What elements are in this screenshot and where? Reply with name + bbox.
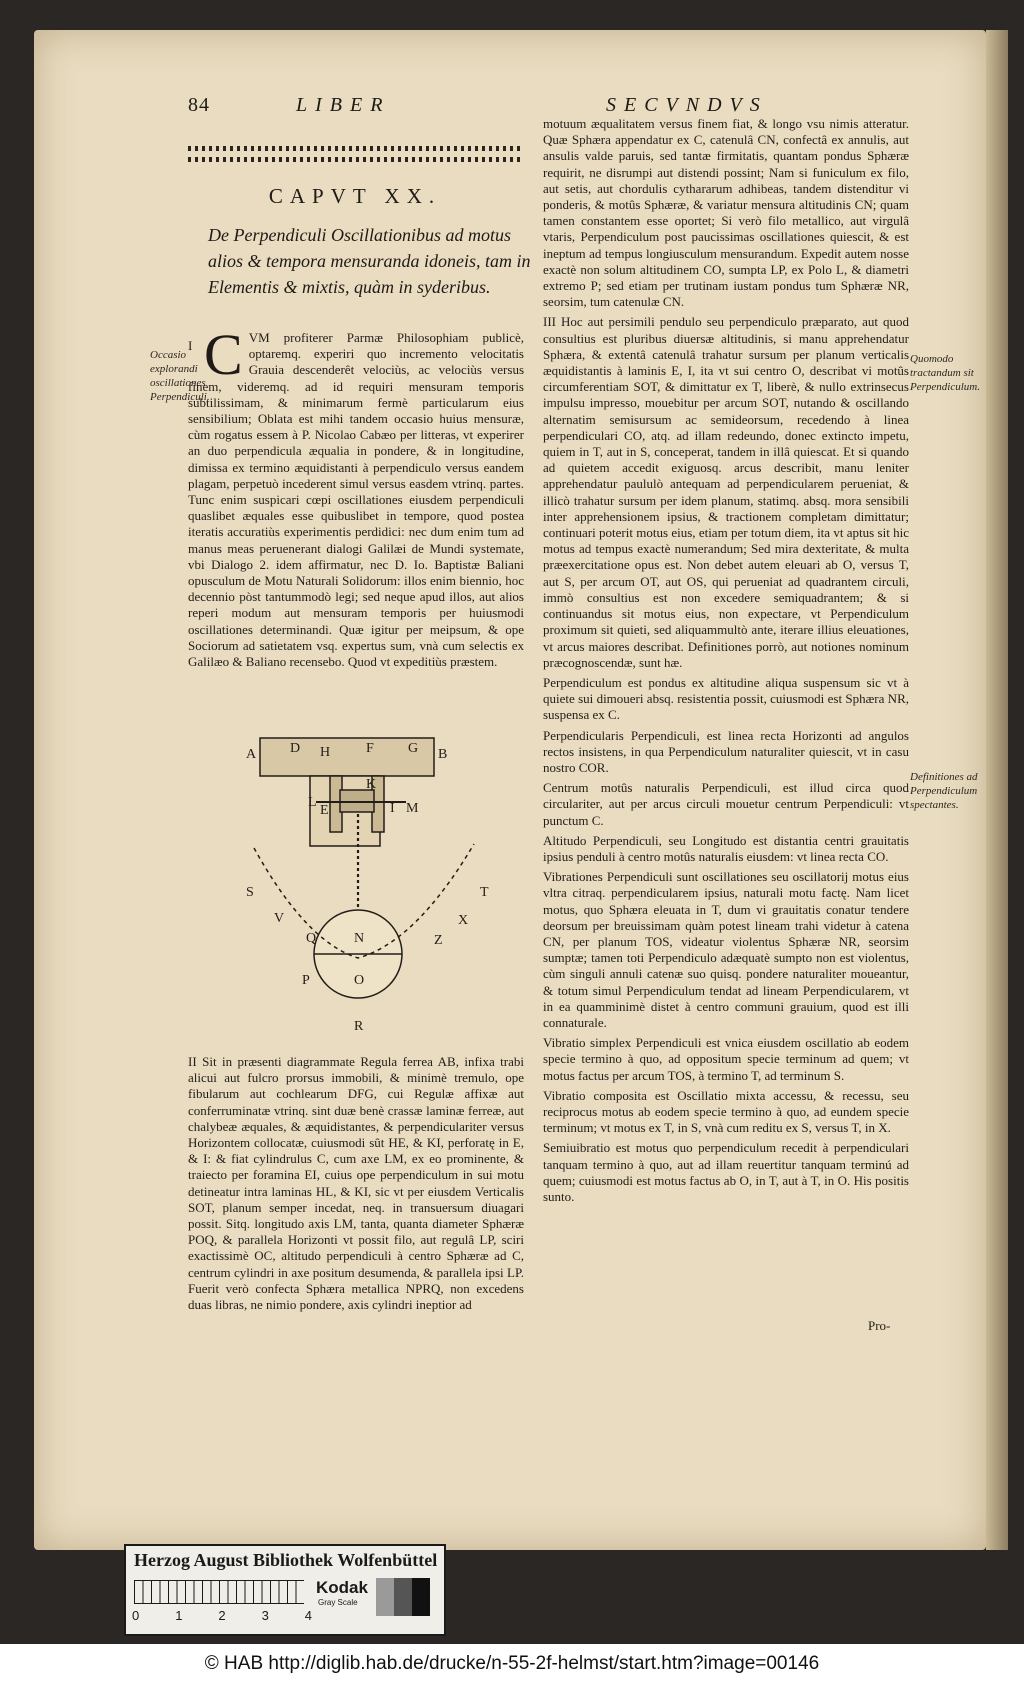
label-n: N	[354, 931, 365, 946]
left-column-upper	[188, 322, 524, 674]
label-d: D	[290, 741, 301, 756]
measuring-ruler	[134, 1580, 304, 1604]
label-q-left: Q	[306, 931, 317, 946]
def-altitudo: Altitudo Perpendiculi, seu Longitudo est distantia centri grauitatis ipsius penduli à centro motûs naturalis eiusdem: vt linea recta CO.	[543, 832, 909, 864]
def-simplex: Vibratio simplex Perpendiculi est vnica eiusdem oscillatio ab eodem specie termino à quo, ad oppositum specie terminum ad quem; vt motus factus per arcum TOS, à termino T, ad terminum S.	[543, 1035, 909, 1083]
running-title-left: LIBER	[296, 94, 391, 116]
ruler-tick: 0	[132, 1608, 140, 1623]
label-s: S	[246, 885, 254, 900]
catchword: Pro-	[868, 1318, 891, 1333]
label-p: P	[302, 973, 310, 988]
color-scale-target	[124, 1544, 446, 1636]
label-b: B	[438, 747, 448, 762]
label-a: A	[246, 747, 257, 762]
label-o: O	[354, 973, 365, 988]
first-paragraph-text: VM profiterer Parmæ Philosophiam publicè, optaremq. experiri quo incremento velocitatis Grauia descenderêt velociùs, ac velociùs versus finem, videremq. ad id requiri mensuram temporis subtilissimam, & minimarum fermè particularum eius sensibilium; Oblata est mihi tandem occasio huius mensuræ, cùm rogatus essem à P. Nicolao Cabæo per litteras, vt experirer an duo perpendicula æqualia in pondere, & in longitudine, dimissa ex termino æquidistanti à perpendiculo versus eandem plagam, perpetuò incederent simul versus easdem vtrinq. partes. Tunc enim suspicari cœpi oscillationes eiusdem perpendiculi quaslibet æquales esse quibuslibet in tempore, quod postea iteratis accuratiùs experimentis perdidici: nec dum enim tum ad manus meas peruenerant dialogi Galilæi de Mundi systemate, vbi Dialogo 2. idem affirmatur, nec D. Io. Baptistæ Baliani opusculum de Motu Naturali Solidorum: illos enim biennio, hoc decennio pòst tantummodò legi; sed neque apud illos, aut alios reperi modum aut mensuram temporis per huiusmodi oscillationes determinandi. Quæ igitur per meipsum, & ope Sociorum ad satietatem vsq. expertus sum, vnà cum selectis ex Galilæo & Baliano recensebo. Quod vt expeditiùs præstem.	[188, 330, 524, 670]
kodak-logo: Kodak	[316, 1578, 368, 1597]
def-perpendicularis: Perpendicularis Perpendiculi, est linea recta Horizonti ad angulos rectos insistens, in qua Perpendiculum naturaliter quiescit, vt in casu nostro COR.	[543, 727, 909, 775]
diagram-linework	[254, 738, 474, 998]
margin-note-left: Occasio explorandi oscillationes Perpendiculi.	[150, 349, 210, 403]
chapter-heading: CAPVT XX.	[268, 184, 442, 208]
gray-scale-label: Gray Scale	[318, 1598, 358, 1607]
left-column-lower	[188, 1054, 524, 1317]
first-paragraph	[188, 322, 524, 670]
label-l: L	[308, 795, 317, 810]
drop-capital: C	[204, 322, 243, 387]
ruler-tick: 2	[218, 1608, 226, 1623]
label-t: T	[480, 885, 489, 900]
ornamental-band	[188, 142, 522, 166]
def-semivibratio: Semiuibratio est motus quo perpendiculum recedit à perpendiculari tanquam termino à quo, aut ad illam reuertitur tanquam terminú ad quem; cuiusmodi est motus factus ab O, in T, aut à T, in O. His positis sunto.	[543, 1140, 909, 1204]
section-two-paragraph: II Sit in præsenti diagrammate Regula ferrea AB, infixa trabi alicui aut fulcro prorsus immobili, & minimè tremulo, ope fibularum aut cochlearum DFG, cui Regulæ affixæ aut conferruminatæ vtrinq. sint duæ benè crassæ laminæ ferreæ, aut chalybeæ æquales, & æquidistantes, & perpendiculariter versus Horizontem collocatæ, cuiusmodi sût HE, & KI, perforatę in E, & I: & fiat cylindrulus C, cum axe LM, ex eo prominente, & traiecto per foramina EI, cuius ope perpendiculum in sui motu detineatur intra laminas HL, & KI, sic vt per eiusdem Verticalis SOT, planum semper incedat, neq. in transuersum diuagari possit. Sitq. longitudo axis LM, tanta, quanta diameter Sphæræ POQ, & parallela Horizonti vt possit filo, aut regulâ LP, sciri exactissimè OC, altitudo perpendiculi à centro Sphæræ ad C, centrum cylindri in axe positum desumenda, & parallela ipsi LP. Fuerit verò confecta Sphæra metallica NPRQ, non excedens duas libras, ne nimio pondere, axis cylindri ineptior ad	[188, 1054, 524, 1313]
ruler-tick: 1	[175, 1608, 183, 1623]
ruler-numbers	[132, 1608, 312, 1623]
footer-credit: © HAB http://diglib.hab.de/drucke/n-55-2f-helmst/start.htm?image=00146	[0, 1644, 1024, 1684]
swatch-mid-gray	[376, 1578, 394, 1616]
label-g: G	[408, 741, 419, 756]
page-number: 84	[188, 94, 210, 116]
def-centrum: Centrum motûs naturalis Perpendiculi, est illud circa quod circulariter, aut per arcus circuli mouetur centrum Perpendiculi: vt punctum C.	[543, 780, 909, 828]
label-r: R	[354, 1019, 364, 1034]
pendulum-diagram	[246, 732, 510, 1034]
label-x: X	[458, 913, 469, 928]
margin-note-right-two: Definitiones ad Perpendiculum spectantes.	[910, 771, 978, 811]
library-name: Herzog August Bibliothek Wolfenbüttel	[134, 1550, 438, 1570]
label-z: Z	[434, 933, 443, 948]
def-perpendiculum: Perpendiculum est pondus ex altitudine aliqua suspensum sic vt à quiete sui dimoueri absq. resistentia possit, cuiusmodi est Sphæra NR, suspensa ex C.	[543, 674, 909, 723]
label-e: E	[320, 803, 329, 818]
swatch-dark-gray	[394, 1578, 412, 1616]
page-edge	[986, 30, 1008, 1550]
chapter-title: De Perpendiculi Oscillationibus ad motus alios & tempora mensuranda idoneis, tam in Elementis & mixtis, quàm in syderibus.	[208, 225, 531, 297]
ruler-tick: 3	[261, 1608, 269, 1623]
def-vibrationes: Vibrationes Perpendiculi sunt oscillationes seu oscillatorij motus eius vltra citraq. perpendicularem ipsius, naturali motu factę. Nam licet motus, quo Sphæra eleuata in T, dum vi grauitatis conatur tendere deorsum per breuissimam quàm potest lineam trahi videtur à catena CN, per planum TOS, videatur violentus Sphæræ NR, seorsim sumptæ; tamen toti Perpendiculo adæquatè sumpto non est violentus, cùm singuli annuli catenæ suo quisq. pondere naturaliter moueantur, & totum simul Perpendiculum tendat ad lineam Perpendicularem, vt in ea quamminimè distet à centro communi grauium, quod est illi connaturale.	[543, 869, 909, 1030]
running-title-right: SECVNDVS	[606, 94, 768, 116]
label-m: M	[406, 801, 419, 816]
def-composita: Vibratio composita est Oscillatio mixta accessu, & recessu, seu reciprocus motus ab eodem specie termino à quo, ad eundem specie terminum; vt motus ex T, in S, vnà cum reditu ex S, versus T, in X.	[543, 1087, 909, 1136]
right-para-one: motuum æqualitatem versus finem fiat, & longo vsu nimis atteratur. Quæ Sphæra appendatur ex C, catenulâ CN, confectâ ex annulis, aut ansulis valde paruis, sed tantæ firmitatis, quantam pondus Sphæræ requirit, ne disrumpi aut distendi possint; Nam si funiculum ex filo, aut setis, aut chordulis cythararum adhibeas, tandem distenditur vi ponderis, & motûs Sphæræ, & variatur mensura altitudinis CN; quam tamen constantem esse oportet; Si verò filo metallico, aut virgulâ vtaris, Perpendiculum post paucissimas oscillationes quiescit, & est ineptum ad tempus longiusculum mensurandum. Expedit autem nosse exactè non solum altitudinem CO, sumpta LP, ex Polo L, & diametri extremo P; sed etiam per trutinam iustam pondus tum Sphæræ NR, seorsim, tum catenulæ CN.	[543, 116, 909, 310]
gray-swatches	[376, 1578, 430, 1616]
right-column	[543, 116, 909, 1209]
section-number-one: I	[188, 338, 193, 353]
label-i: I	[390, 801, 395, 816]
ruler-tick: 4	[304, 1608, 312, 1623]
running-header	[0, 62, 1024, 116]
label-k: K	[366, 777, 377, 792]
label-v: V	[274, 911, 285, 926]
margin-note-right-one: Quomodo tractandum sit Perpendiculum.	[910, 353, 980, 393]
label-h: H	[320, 745, 331, 760]
label-f: F	[366, 741, 374, 756]
right-para-two: III Hoc aut persimili pendulo seu perpendiculo præparato, aut quod consultius est pluribus diuersæ altitudinis, si manu apprehendatur Sphæra, & extentâ catenulâ trahatur sursum per planum verticalis æquidistantis à laminis E, I, ita vt sui centro O, describat vi motûs circumferentiam SOT, & dimittatur ex T, liberè, & nullo extrinsecus impulsu impresso, mouebitur per arcum SOT, nutando & oscillando alternatim semisursum ac semideorsum, recedendo à linea perpendiculari CO, atq. ad illam redeundo, donec extincto impetu, quiem in T, aut in S, conceperat, tandem in illâ quiescat. Et si quando ad quietem accedit exiguosq. arcus describit, manu leniter apprehendatur paululò antequam ad perpendicularem perueniat, & illicò trahatur sursum per idem planum, statimq. absq. mora sensibili inter apprehensionem ipsius, & tractionem completam dimittatur; continuari poterit motus eius, etiam per totum diem, ita vt aptus sit hic motus ad tempus exactè numerandum; Sed mira dexteritate, & multa præexercitatione opus est. Non debet autem eleuari ab O, versus T, aut S, per arcum OT, aut OS, qui perueniat ad quadrantem circuli, immò consultius est non excedere semiquadrantem; & si continuandus sit motus eius, non expectare, vt Perpendiculum proximum sit quieti, sed aliquammultò ante, iterare illius eleuationes, vt arcus maiores describat. Definitiones porrò, aut notiones nominum præcognoscendæ, sunt hæ.	[543, 314, 909, 670]
swatch-black	[412, 1578, 430, 1616]
